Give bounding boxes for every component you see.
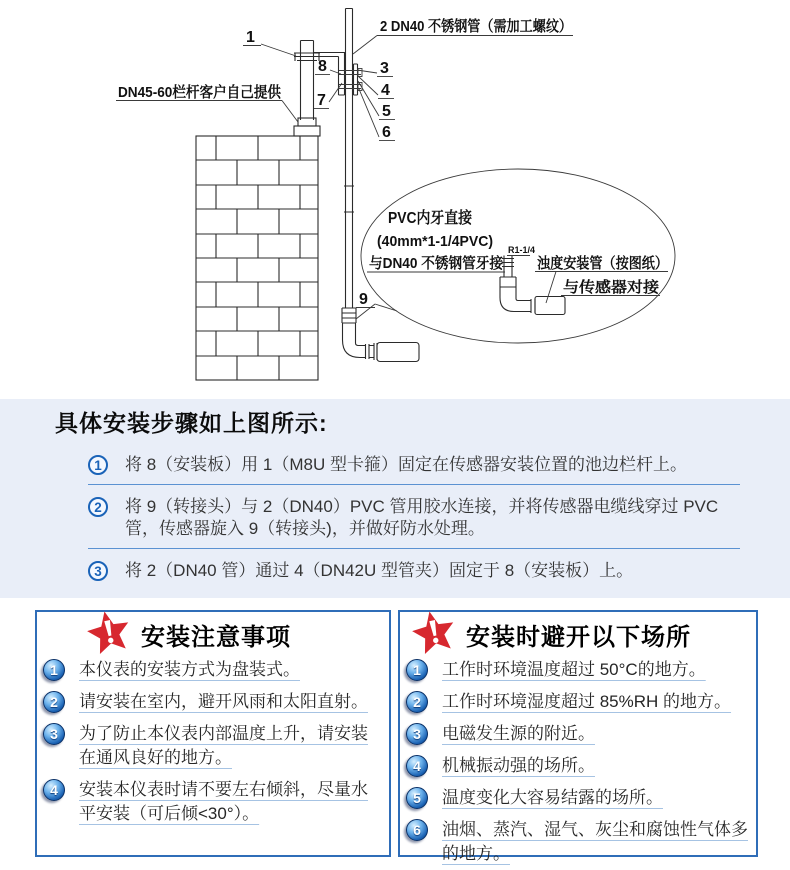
label-4: 4: [381, 82, 390, 99]
item-number-badge: 3: [43, 723, 65, 745]
item-number-badge: 6: [406, 819, 428, 841]
pipe-note: 2 DN40 不锈钢管（需加工螺纹）: [380, 18, 601, 35]
thread-size-label: R1-1/4: [508, 245, 536, 256]
step-number-badge: 3: [88, 561, 108, 581]
notice-box-title: 安装注意事项: [141, 623, 291, 651]
pipe-clamp-assembly: [339, 64, 362, 95]
avoid-box-header: [400, 612, 756, 656]
warning-star-icon: [410, 607, 458, 655]
step-text: 将 2（DN40 管）通过 4（DN42U 型管夹）固定于 8（安装板）上。: [125, 561, 634, 580]
notice-item-text: 本仪表的安装方式为盘装式。: [79, 660, 300, 679]
avoid-item: [406, 754, 750, 778]
label-8: 8: [318, 58, 327, 75]
installation-diagram: [0, 0, 790, 399]
item-number-badge: 3: [406, 723, 428, 745]
notice-item: [43, 778, 383, 826]
avoid-item: [406, 722, 750, 746]
item-number-badge: 2: [406, 691, 428, 713]
steps-heading: 具体安装步骤如上图所示:: [55, 410, 328, 436]
label-9: 9: [359, 291, 368, 308]
label-7: 7: [317, 92, 326, 109]
avoid-item: [406, 658, 750, 682]
label-3: 3: [380, 60, 389, 77]
notice-box-items: [37, 656, 389, 826]
brick-wall: [196, 136, 318, 380]
step-text: 将 9（转接头）与 2（DN40）PVC 管用胶水连接，并将传感器电缆线穿过 PVC 管，传感器旋入 9（转接头)，并做好防水处理。: [125, 497, 719, 538]
turbidity-note-line1: 浊度安装管（按图纸）: [537, 255, 688, 272]
notice-box-header: [37, 612, 389, 656]
avoid-item-text: 工作时环境温度超过 50°C的地方。: [442, 660, 706, 679]
turbidity-note-line2: 与传感器对接: [563, 279, 654, 296]
installation-avoid-box: [398, 610, 758, 863]
avoid-item: [406, 786, 750, 810]
avoid-box-title: 安装时避开以下场所: [466, 623, 691, 651]
detail-text-line1: PVC内牙直接: [388, 210, 485, 227]
item-number-badge: 1: [43, 659, 65, 681]
item-number-badge: 4: [43, 779, 65, 801]
step-row: [88, 443, 740, 485]
avoid-item-text: 工作时环境湿度超过 85%RH 的地方。: [442, 692, 732, 711]
label-1: 1: [246, 29, 255, 46]
installation-notice-box: [35, 610, 391, 857]
item-number-badge: 2: [43, 691, 65, 713]
avoid-item-text: 油烟、蒸汽、湿气、灰尘和腐蚀性气体多的地方。: [442, 820, 748, 863]
label-5: 5: [382, 103, 391, 120]
notice-item-text: 请安装在室内，避开风雨和太阳直射。: [79, 692, 368, 711]
steps-list: [88, 443, 740, 590]
notice-item: [43, 690, 383, 714]
avoid-box-items: [400, 656, 756, 866]
avoid-item-text: 温度变化大容易结露的场所。: [442, 788, 663, 807]
item-number-badge: 5: [406, 787, 428, 809]
warning-star-icon: [85, 607, 133, 655]
detail-balloon: [361, 169, 688, 343]
adapter-elbow-sensor: [342, 308, 419, 362]
notice-item-text: 安装本仪表时请不要左右倾斜，尽量水平安装（可后倾<30°）。: [79, 780, 368, 823]
railing-note: DN45-60栏杆客户自己提供: [118, 84, 299, 101]
dn40-pipe: [344, 9, 354, 309]
avoid-item-text: 电磁发生源的附近。: [442, 724, 595, 743]
step-number-badge: 2: [88, 497, 108, 517]
avoid-item: [406, 818, 750, 866]
notice-item: [43, 658, 383, 682]
detail-text-line2: (40mm*1-1/4PVC): [377, 233, 494, 250]
installation-steps-section: [0, 399, 790, 598]
item-number-badge: 1: [406, 659, 428, 681]
step-row: [88, 485, 740, 549]
detail-text-line3: 与DN40 不锈钢管牙接: [369, 255, 517, 272]
avoid-item-text: 机械振动强的场所。: [442, 756, 595, 775]
step-text: 将 8（安装板）用 1（M8U 型卡箍）固定在传感器安装位置的池边栏杆上。: [125, 455, 687, 474]
step-number-badge: 1: [88, 455, 108, 475]
step-row: [88, 549, 740, 590]
notice-item: [43, 722, 383, 770]
avoid-item: [406, 690, 750, 714]
notice-item-text: 为了防止本仪表内部温度上升，请安装在通风良好的地方。: [79, 724, 368, 767]
label-6: 6: [382, 124, 391, 141]
item-number-badge: 4: [406, 755, 428, 777]
